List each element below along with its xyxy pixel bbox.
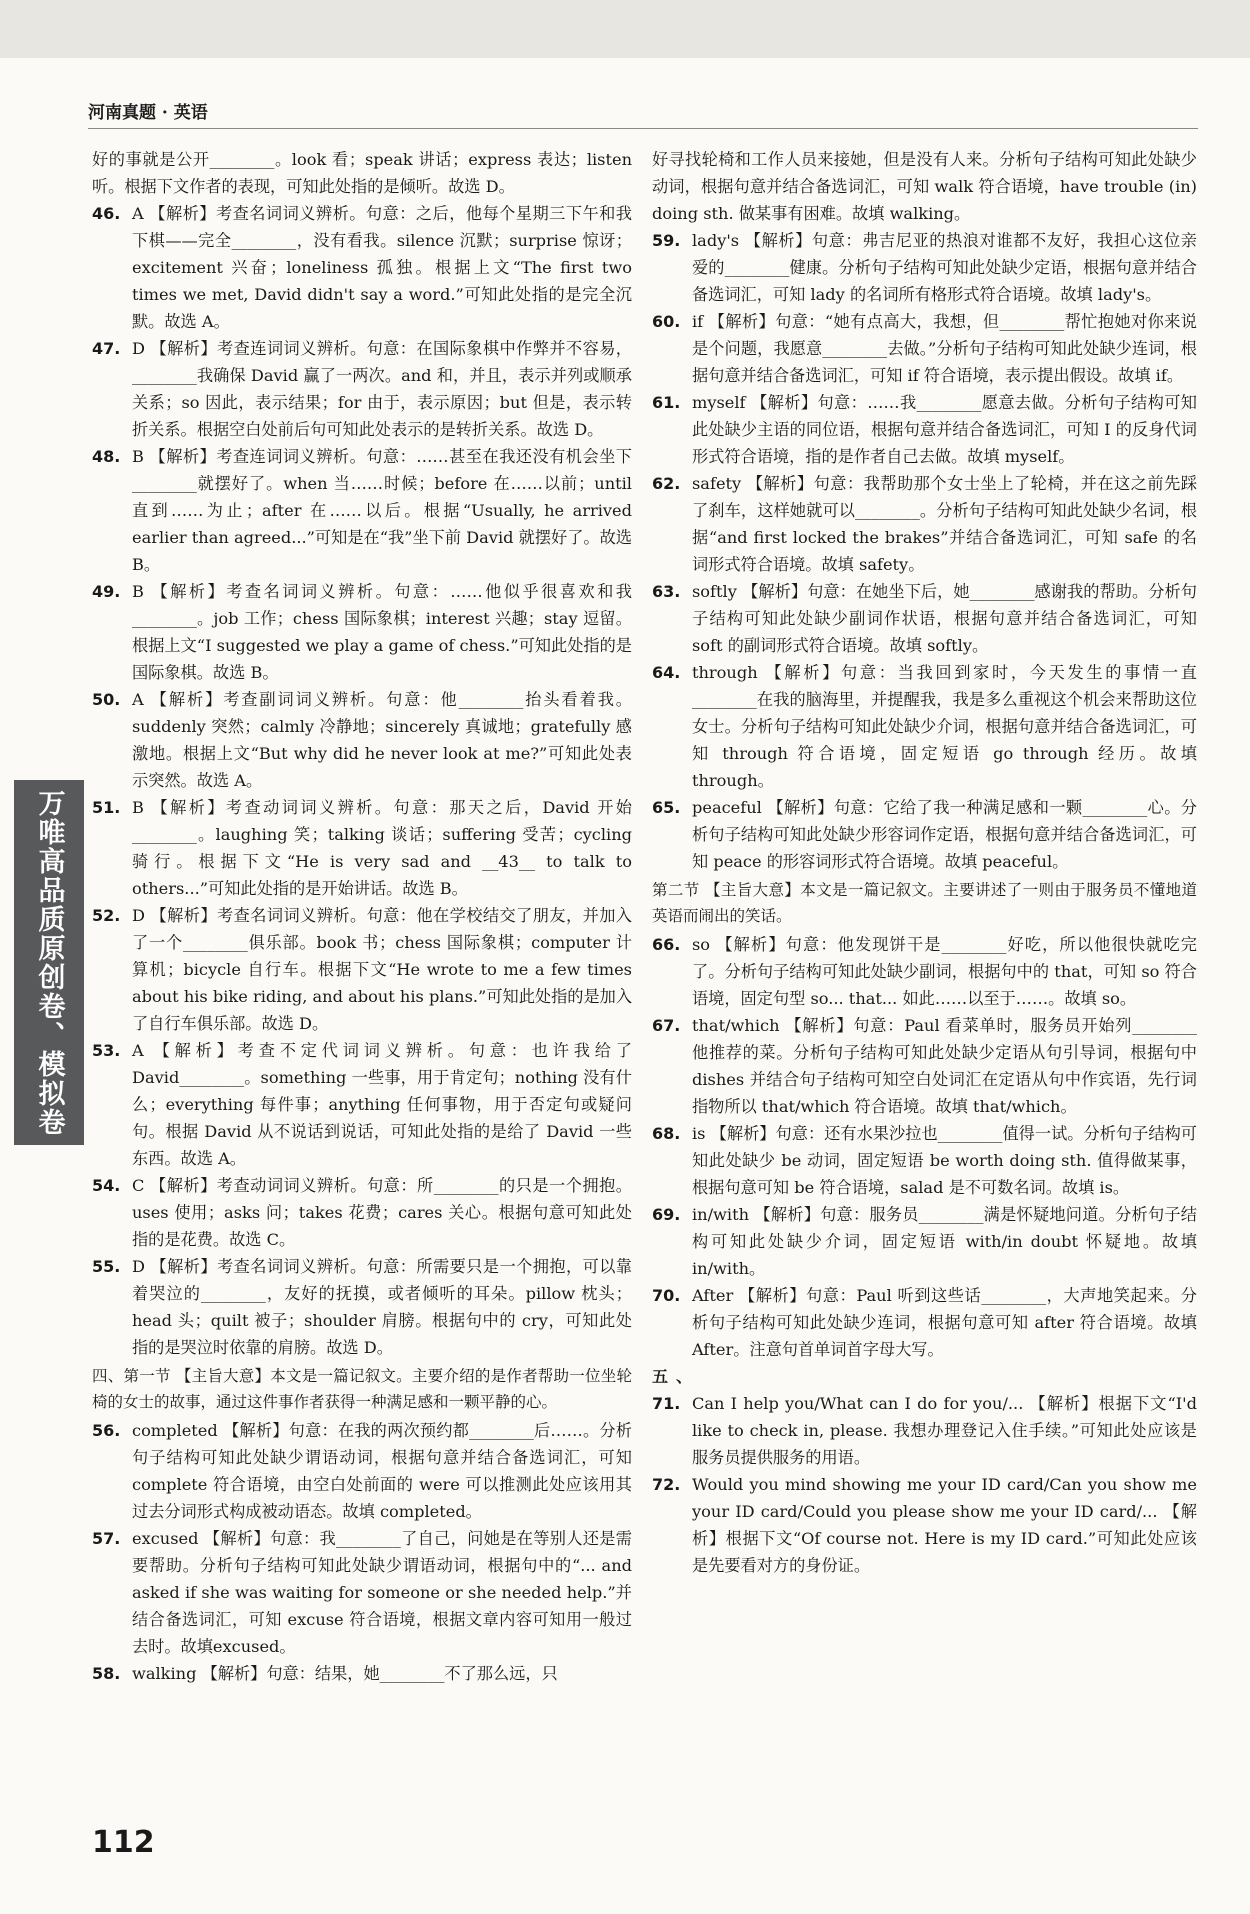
question-number: 70. — [652, 1286, 681, 1305]
answer-text: excused 【解析】句意：我________了自己，问她是在等别人还是需要帮助。分析句子结构可知此处缺少谓语动词，根据句中的“... and asked if she was waiting for someone or she needed help.”并结合备选词汇，可知 excuse 符合语境，根据文章内容可知用一般过去时。故填excused。 — [132, 1529, 632, 1656]
continued-text: 好的事就是公开________。look 看；speak 讲话；express 表达；listen 听。根据下文作者的表现，可知此处指的是倾听。故选 D。 — [92, 150, 632, 196]
answer-item — [652, 1282, 1197, 1363]
answer-item — [92, 1525, 632, 1660]
left-column — [92, 146, 632, 1687]
answer-text: myself 【解析】句意：……我________愿意去做。分析句子结构可知此处缺少主语的同位语，根据句意并结合备选词汇，可知 I 的反身代词形式符合语境，指的是作者自己去做。故填 myself。 — [692, 393, 1197, 466]
question-number: 46. — [92, 204, 121, 223]
section-summary — [92, 1363, 632, 1415]
question-number: 67. — [652, 1016, 681, 1035]
answer-item — [92, 686, 632, 794]
answer-text: lady's 【解析】句意：弗吉尼亚的热浪对谁都不友好，我担心这位亲爱的________健康。分析句子结构可知此处缺少定语，根据句意并结合备选词汇，可知 lady 的名词所有格形式符合语境。故填 lady's。 — [692, 231, 1197, 304]
answer-text: A 【解析】考查名词词义辨析。句意：之后，他每个星期三下午和我下棋——完全________，没有看我。silence 沉默；surprise 惊讶；excitement 兴奋；loneliness 孤独。根据上文“The first two times we met, David didn't say a word.”可知此处指的是完全沉默。故选 A。 — [132, 204, 632, 331]
answer-item — [92, 794, 632, 902]
question-number: 53. — [92, 1041, 121, 1060]
continued-text: 好寻找轮椅和工作人员来接她，但是没有人来。分析句子结构可知此处缺少动词，根据句意并结合备选词汇，可知 walk 符合语境，have trouble (in) doing sth. 做某事有困难。故填 walking。 — [652, 150, 1197, 223]
answer-item — [652, 1201, 1197, 1282]
answer-text: walking 【解析】句意：结果，她________不了那么远，只 — [132, 1664, 558, 1683]
answer-text: A 【解析】考查不定代词词义辨析。句意：也许我给了 David________。something 一些事，用于肯定句；nothing 没有什么；everything 每件事；anything 任何事物，用于否定句或疑问句。根据 David 从不说话到说话，可知此处指的是给了 David 一些东西。故选 A。 — [132, 1041, 632, 1168]
answer-text: if 【解析】句意：“她有点高大，我想，但________帮忙抱她对你来说是个问题，我愿意________去做。”分析句子结构可知此处缺少连词，根据句意并结合备选词汇，可知 if 符合语境，表示提出假设。故填 if。 — [692, 312, 1197, 385]
section-text: 四、第一节 【主旨大意】本文是一篇记叙文。主要介绍的是作者帮助一位坐轮椅的女士的故事，通过这件事作者获得一种满足感和一颗平静的心。 — [92, 1367, 632, 1411]
answer-item — [652, 1471, 1197, 1579]
question-number: 61. — [652, 393, 681, 412]
answer-text: D 【解析】考查连词词义辨析。句意：在国际象棋中作弊并不容易，________我确保 David 赢了一两次。and 和，并且，表示并列或顺承关系；so 因此，表示结果；for 由于，表示原因；but 但是，表示转折关系。根据空白处前后句可知此处表示的是转折关系。故选 D。 — [132, 339, 632, 439]
answer-text: D 【解析】考查名词词义辨析。句意：他在学校结交了朋友，并加入了一个________俱乐部。book 书；chess 国际象棋；computer 计算机；bicycle 自行车。根据下文“He wrote to me a few times about his bike riding, and about his plans.”可知此处指的是加入了自行车俱乐部。故选 D。 — [132, 906, 633, 1033]
answer-item — [92, 1253, 632, 1361]
top-scan-border — [0, 0, 1250, 58]
answer-text: B 【解析】考查名词词义辨析。句意：……他似乎很喜欢和我________。job 工作；chess 国际象棋；interest 兴趣；stay 逗留。根据上文“I suggested we play a game of chess.”可知此处指的是国际象棋。故选 B。 — [132, 582, 632, 682]
answer-text: completed 【解析】句意：在我的两次预约都________后……。分析句子结构可知此处缺少谓语动词，根据句意并结合备选词汇，可知 complete 符合语境，由空白处前面的 were 可以推测此处应该用其过去分词形式构成被动语态。故填 completed。 — [132, 1421, 632, 1521]
answer-item — [92, 902, 632, 1037]
answer-item — [92, 335, 632, 443]
answer-text: D 【解析】考查名词词义辨析。句意：所需要只是一个拥抱，可以靠着哭泣的________，友好的抚摸，或者倾听的耳朵。pillow 枕头；head 头；quilt 被子；shoulder 肩膀。根据句中的 cry，可知此处指的是哭泣时依靠的肩膀。故选 D。 — [132, 1257, 632, 1357]
question-number: 60. — [652, 312, 681, 331]
question-number: 54. — [92, 1176, 121, 1195]
answer-text: in/with 【解析】句意：服务员________满是怀疑地问道。分析句子结构可知此处缺少介词，固定短语 with/in doubt 怀疑地。故填 in/with。 — [692, 1205, 1197, 1278]
answer-text: Can I help you/What can I do for you/... 【解析】根据下文“I'd like to check in, please. 我想办理登记入住手续。”可知此处应该是服务员提供服务的用语。 — [692, 1394, 1197, 1467]
right-column — [652, 146, 1197, 1579]
answer-text: B 【解析】考查动词词义辨析。句意：那天之后，David 开始________。laughing 笑；talking 谈话；suffering 受苦；cycling 骑行。根据下文“He is very sad and __43__ to talk to others...”可知此处指的是开始讲话。故选 B。 — [132, 798, 632, 898]
answer-item — [652, 389, 1197, 470]
answer-item — [92, 578, 632, 686]
answer-text: so 【解析】句意：他发现饼干是________好吃，所以他很快就吃完了。分析句子结构可知此处缺少副词，根据句中的 that，可知 so 符合语境，固定句型 so... that... 如此……以至于……。故填 so。 — [692, 935, 1197, 1008]
answer-item — [652, 794, 1197, 875]
question-number: 52. — [92, 906, 121, 925]
answer-text: A 【解析】考查副词词义辨析。句意：他________抬头看着我。suddenly 突然；calmly 冷静地；sincerely 真诚地；gratefully 感激地。根据上文“But why did he never look at me?”可知此处表示突然。故选 A。 — [132, 690, 632, 790]
answer-text: is 【解析】句意：还有水果沙拉也________值得一试。分析句子结构可知此处缺少 be 动词，固定短语 be worth doing sth. 值得做某事，根据句意可知 be 符合语境，salad 是不可数名词。故填 is。 — [692, 1124, 1197, 1197]
question-number: 72. — [652, 1475, 681, 1494]
answer-text: B 【解析】考查连词词义辨析。句意：……甚至在我还没有机会坐下________就摆好了。when 当……时候；before 在……以前；until 直到……为止；after 在……以后。根据“Usually, he arrived earlier than agreed...”可知是在“我”坐下前 David 就摆好了。故选 B。 — [132, 447, 632, 574]
answer-item — [92, 1417, 632, 1525]
answer-item — [652, 1120, 1197, 1201]
question-number: 55. — [92, 1257, 121, 1276]
side-tab-label: 万唯高品质原创卷、模拟卷 — [14, 780, 84, 1145]
question-number: 65. — [652, 798, 681, 817]
page-number: 112 — [92, 1825, 155, 1860]
question-number: 57. — [92, 1529, 121, 1548]
answer-text: that/which 【解析】句意：Paul 看菜单时，服务员开始列________他推荐的菜。分析句子结构可知此处缺少定语从句引导词，根据句中 dishes 并结合句子结构可知空白处词汇在定语从句中作宾语，先行词指物所以 that/which 符合语境。故填 that/which。 — [692, 1016, 1197, 1116]
question-number: 56. — [92, 1421, 121, 1440]
question-number: 47. — [92, 339, 121, 358]
section-text: 第二节 【主旨大意】本文是一篇记叙文。主要讲述了一则由于服务员不懂地道英语而闹出的笑话。 — [652, 881, 1197, 925]
answer-item — [652, 470, 1197, 578]
question-number: 64. — [652, 663, 681, 682]
answer-item — [652, 578, 1197, 659]
answer-text: After 【解析】句意：Paul 听到这些话________，大声地笑起来。分析句子结构可知此处缺少连词，根据句意可知 after 符合语境。故填 After。注意句首单词首字母大写。 — [692, 1286, 1197, 1359]
answer-item — [92, 200, 632, 335]
question-number: 48. — [92, 447, 121, 466]
question-number: 66. — [652, 935, 681, 954]
question-number: 62. — [652, 474, 681, 493]
question-number: 63. — [652, 582, 681, 601]
answer-item — [652, 227, 1197, 308]
answer-item — [92, 1172, 632, 1253]
question-number: 68. — [652, 1124, 681, 1143]
answer-text: safety 【解析】句意：我帮助那个女士坐上了轮椅，并在这之前先踩了刹车，这样她就可以________。分析句子结构可知此处缺少名词，根据“and first locked the brakes”并结合备选词汇，可知 safe 的名词形式符合语境。故填 safety。 — [692, 474, 1197, 574]
answer-text: softly 【解析】句意：在她坐下后，她________感谢我的帮助。分析句子结构可知此处缺少副词作状语，根据句意并结合备选词汇，可知 soft 的副词形式符合语境。故填 softly。 — [692, 582, 1197, 655]
answer-item — [92, 443, 632, 578]
answer-item — [92, 1037, 632, 1172]
question-number: 58. — [92, 1664, 121, 1683]
answer-item — [652, 1012, 1197, 1120]
answer-item — [652, 659, 1197, 794]
header-divider — [88, 128, 1198, 129]
answer-text: Would you mind showing me your ID card/Can you show me your ID card/Could you please show me your ID card/... 【解析】根据下文“Of course not. Here is my ID card.”可知此处应该是先要看对方的身份证。 — [692, 1475, 1197, 1575]
answer-item — [652, 931, 1197, 1012]
question-number: 50. — [92, 690, 121, 709]
answer-text: peaceful 【解析】句意：它给了我一种满足感和一颗________心。分析句子结构可知此处缺少形容词作定语，根据句意并结合备选词汇，可知 peace 的形容词形式符合语境。故填 peaceful。 — [692, 798, 1197, 871]
page-header: 河南真题 · 英语 — [88, 103, 208, 123]
answer-item — [652, 1363, 1197, 1471]
section-summary — [652, 877, 1197, 929]
answer-item — [652, 308, 1197, 389]
question-number: 51. — [92, 798, 121, 817]
question-number: 69. — [652, 1205, 681, 1224]
question-number: 五、71. — [652, 1367, 692, 1413]
answer-text: through 【解析】句意：当我回到家时，今天发生的事情一直________在我的脑海里，并提醒我，我是多么重视这个机会来帮助这位女士。分析句子结构可知此处缺少介词，根据句意并结合备选词汇，可知 through 符合语境，固定短语 go through 经历。故填 through。 — [692, 663, 1197, 790]
question-number: 59. — [652, 231, 681, 250]
question-number: 49. — [92, 582, 121, 601]
answer-text: C 【解析】考查动词词义辨析。句意：所________的只是一个拥抱。uses 使用；asks 问；takes 花费；cares 关心。根据句意可知此处指的是花费。故选 C。 — [132, 1176, 632, 1249]
answer-item — [92, 1660, 632, 1687]
